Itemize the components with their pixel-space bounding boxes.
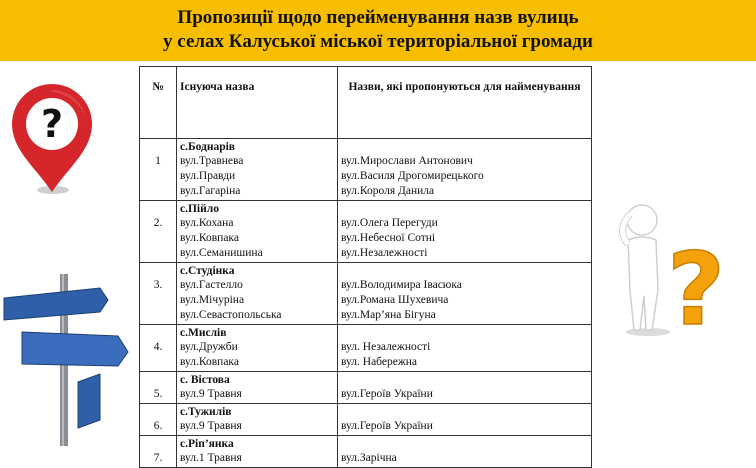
old-street-name: вул.Гастелло bbox=[180, 279, 243, 291]
new-street-name: вул. Набережна bbox=[341, 356, 418, 368]
new-street-name: вул.Романа Шухевича bbox=[341, 294, 449, 306]
header-title-line-2: у селах Калуської міської територіальної громади bbox=[163, 31, 593, 52]
existing-name-cell bbox=[177, 263, 338, 325]
row-number-cell bbox=[140, 404, 177, 436]
new-street-name: вул.Мар’яна Бігуна bbox=[341, 309, 436, 321]
proposed-name-cell bbox=[338, 263, 592, 325]
table-row bbox=[140, 201, 592, 263]
row-number-cell bbox=[140, 436, 177, 468]
old-street-name: вул.Севастопольська bbox=[180, 309, 282, 321]
row-number-cell bbox=[140, 325, 177, 372]
new-street-name: вул.Героїв України bbox=[341, 388, 433, 400]
row-number-cell bbox=[140, 372, 177, 404]
new-street-name: вул.Короля Данила bbox=[341, 185, 435, 197]
existing-name-cell bbox=[177, 325, 338, 372]
village-name: с.Пійло bbox=[180, 203, 219, 215]
new-street-name: вул. Незалежності bbox=[341, 341, 431, 353]
old-street-name: вул.Семанишина bbox=[180, 247, 263, 259]
column-header-number: № bbox=[140, 67, 177, 139]
new-street-name: вул.Олега Перегуди bbox=[341, 217, 438, 229]
svg-text:?: ? bbox=[40, 102, 64, 146]
column-header-proposed-names: Назви, які пропонуються для найменування bbox=[338, 67, 592, 139]
row-number: 6. bbox=[153, 420, 163, 432]
proposed-name-cell bbox=[338, 436, 592, 468]
table-row bbox=[140, 139, 592, 201]
old-street-name: вул.Правди bbox=[180, 170, 236, 182]
new-street-name: вул.Зарічна bbox=[341, 452, 397, 464]
row-number: 1 bbox=[155, 155, 161, 167]
old-street-name: вул.Гагаріна bbox=[180, 185, 241, 197]
table-row bbox=[140, 263, 592, 325]
existing-name-cell bbox=[177, 436, 338, 468]
row-number: 2. bbox=[153, 217, 163, 229]
proposed-name-cell bbox=[338, 139, 592, 201]
village-name: с.Студінка bbox=[180, 265, 235, 277]
page-header bbox=[0, 0, 756, 61]
village-name: с.Мислів bbox=[180, 327, 227, 339]
row-number: 7. bbox=[153, 452, 163, 464]
new-street-name: вул.Небесної Сотні bbox=[341, 232, 436, 244]
existing-name-cell bbox=[177, 372, 338, 404]
svg-text:?: ? bbox=[666, 231, 726, 340]
column-header-existing-name: Існуюча назва bbox=[177, 67, 338, 139]
new-street-name: вул.Володимира Івасюка bbox=[341, 279, 462, 291]
proposed-name-cell bbox=[338, 404, 592, 436]
village-name: с.Боднарів bbox=[180, 141, 235, 153]
street-renaming-table bbox=[139, 66, 592, 468]
thinking-person-icon bbox=[612, 200, 732, 340]
old-street-name: вул.1 Травня bbox=[180, 452, 242, 464]
old-street-name: вул.Дружби bbox=[180, 341, 238, 353]
street-sign-icon bbox=[0, 270, 135, 450]
new-street-name: вул.Василя Дрогомирецького bbox=[341, 170, 484, 182]
proposed-name-cell bbox=[338, 325, 592, 372]
village-name: с. Вістова bbox=[180, 374, 230, 386]
new-street-name: вул.Незалежності bbox=[341, 247, 428, 259]
proposed-name-cell bbox=[338, 372, 592, 404]
old-street-name: вул.Ковпака bbox=[180, 356, 239, 368]
table-row bbox=[140, 436, 592, 468]
proposed-name-cell bbox=[338, 201, 592, 263]
old-street-name: вул.Кохана bbox=[180, 217, 234, 229]
row-number: 3. bbox=[153, 279, 163, 291]
row-number-cell bbox=[140, 201, 177, 263]
existing-name-cell bbox=[177, 139, 338, 201]
new-street-name: вул.Героїв України bbox=[341, 420, 433, 432]
question-pin-icon bbox=[6, 80, 98, 198]
row-number: 4. bbox=[153, 341, 163, 353]
new-street-name: вул.Мирослави Антонович bbox=[341, 155, 473, 167]
row-number-cell bbox=[140, 263, 177, 325]
header-title-line-1: Пропозиції щодо перейменування назв вулиць bbox=[177, 7, 579, 28]
row-number: 5. bbox=[153, 388, 163, 400]
table-row bbox=[140, 372, 592, 404]
existing-name-cell bbox=[177, 201, 338, 263]
table-header-row bbox=[140, 67, 592, 139]
village-name: с.Ріп’янка bbox=[180, 438, 234, 450]
old-street-name: вул.9 Травня bbox=[180, 420, 242, 432]
old-street-name: вул.Ковпака bbox=[180, 232, 239, 244]
row-number-cell bbox=[140, 139, 177, 201]
old-street-name: вул.Мічуріна bbox=[180, 294, 245, 306]
table-row bbox=[140, 325, 592, 372]
old-street-name: вул.9 Травня bbox=[180, 388, 242, 400]
existing-name-cell bbox=[177, 404, 338, 436]
table-row bbox=[140, 404, 592, 436]
old-street-name: вул.Травнева bbox=[180, 155, 244, 167]
village-name: с.Тужилів bbox=[180, 406, 232, 418]
